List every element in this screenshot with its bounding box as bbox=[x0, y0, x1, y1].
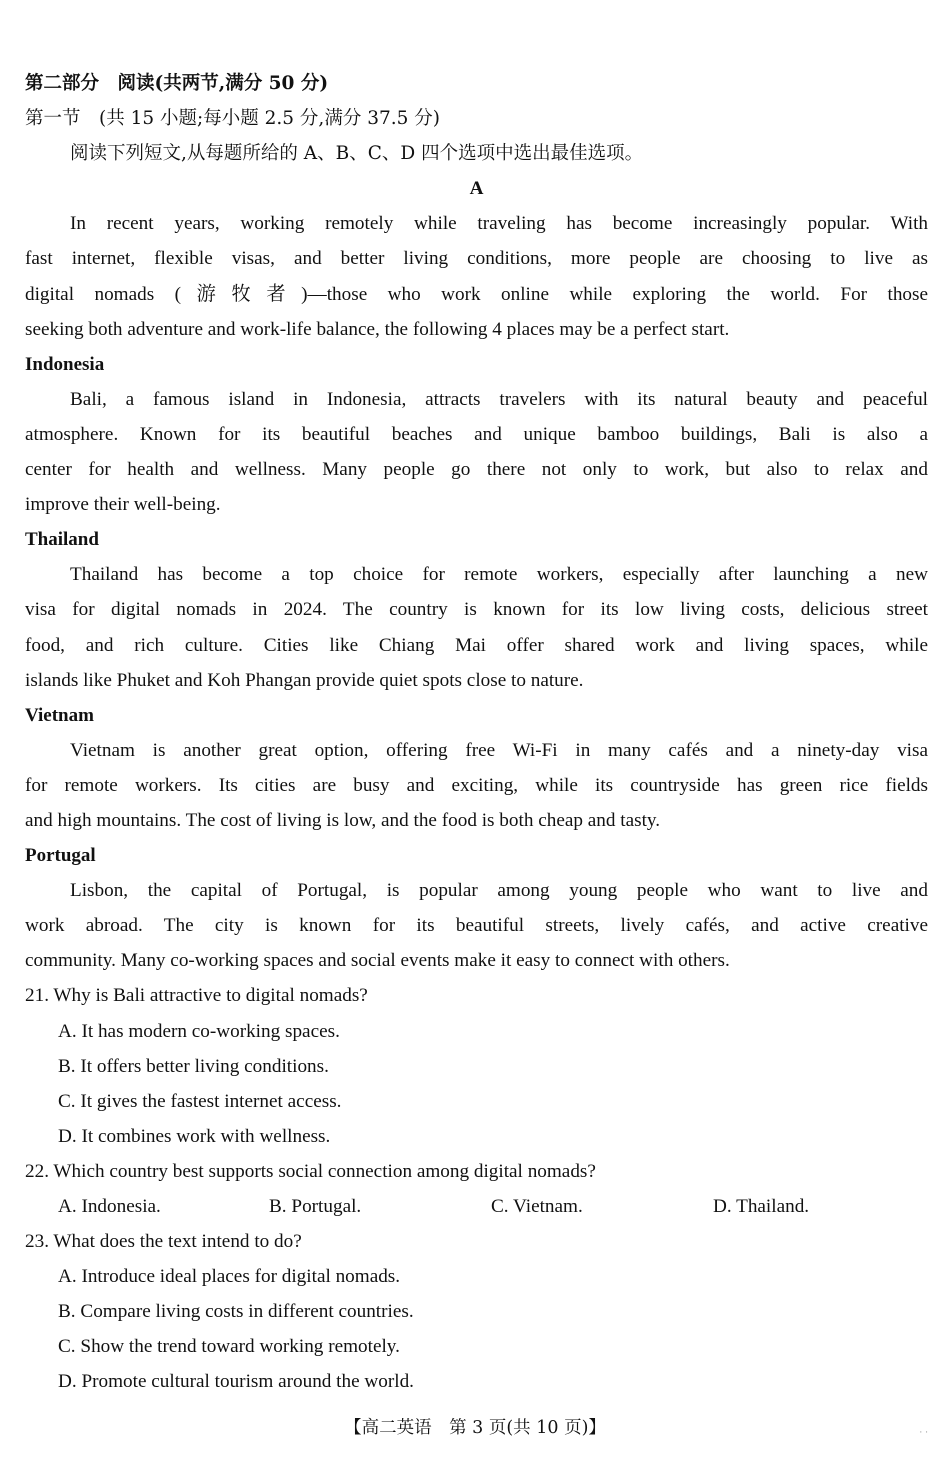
question-23 bbox=[25, 1224, 928, 1399]
option-c: C. It gives the fastest internet access. bbox=[58, 1090, 342, 1112]
paragraph-line: work abroad. The city is known for its beautiful streets, lively cafés, and active creative bbox=[25, 915, 928, 937]
intro-line: In recent years, working remotely while traveling has become increasingly popular. With bbox=[70, 213, 928, 235]
section-vietnam bbox=[25, 698, 928, 838]
option-c: C. Vietnam. bbox=[491, 1196, 583, 1217]
section-heading: 第一节 (共 15 小题;每小题 2.5 分,满分 37.5 分) bbox=[25, 108, 440, 130]
option-d: D. Thailand. bbox=[713, 1196, 810, 1217]
paragraph-line: visa for digital nomads in 2024. The country is known for its low living costs, delicious street bbox=[25, 599, 928, 621]
option-b: B. Compare living costs in different countries. bbox=[58, 1301, 414, 1323]
country-heading: Portugal bbox=[25, 845, 96, 867]
option-c: C. Show the trend toward working remotely. bbox=[58, 1336, 400, 1358]
paragraph-line: improve their well-being. bbox=[25, 494, 221, 516]
question-stem: 23. What does the text intend to do? bbox=[25, 1231, 302, 1253]
part-heading: 第二部分 阅读(共两节,满分 50 分) bbox=[25, 73, 329, 94]
section-portugal bbox=[25, 838, 928, 978]
paragraph-line: Lisbon, the capital of Portugal, is popular among young people who want to live and bbox=[70, 880, 928, 902]
exam-page bbox=[25, 66, 928, 1400]
paragraph-line: islands like Phuket and Koh Phangan provide quiet spots close to nature. bbox=[25, 669, 584, 691]
intro-paragraph bbox=[25, 206, 928, 346]
paragraph-line: center for health and wellness. Many people go there not only to work, but also to relax and bbox=[25, 459, 928, 481]
intro-line: seeking both adventure and work-life balance, the following 4 places may be a perfect start. bbox=[25, 318, 730, 340]
paragraph-line: and high mountains. The cost of living is low, and the food is both cheap and tasty. bbox=[25, 809, 661, 831]
paragraph-line: atmosphere. Known for its beautiful beaches and unique bamboo buildings, Bali is also a bbox=[25, 423, 928, 445]
question-22 bbox=[25, 1154, 928, 1224]
page-footer: 【高二英语 第 3 页(共 10 页)】 bbox=[344, 1418, 606, 1438]
country-heading: Thailand bbox=[25, 529, 99, 551]
passage-letter: A bbox=[469, 178, 484, 200]
paragraph-line: Bali, a famous island in Indonesia, attracts travelers with its natural beauty and peaceful bbox=[70, 388, 928, 410]
options-row bbox=[25, 1189, 928, 1224]
paragraph-line: for remote workers. Its cities are busy and exciting, while its countryside has green rice fields bbox=[25, 774, 928, 796]
instruction: 阅读下列短文,从每题所给的 A、B、C、D 四个选项中选出最佳选项。 bbox=[70, 143, 644, 165]
paragraph-line: Thailand has become a top choice for remote workers, especially after launching a new bbox=[70, 564, 928, 586]
intro-line: fast internet, flexible visas, and better living conditions, more people are choosing to live as bbox=[25, 248, 928, 270]
option-d: D. Promote cultural tourism around the world. bbox=[58, 1371, 414, 1393]
option-b: B. It offers better living conditions. bbox=[58, 1055, 329, 1077]
option-a: A. It has modern co-working spaces. bbox=[58, 1020, 340, 1042]
country-heading: Vietnam bbox=[25, 704, 94, 726]
option-d: D. It combines work with wellness. bbox=[58, 1125, 331, 1147]
option-a: A. Indonesia. bbox=[58, 1196, 161, 1217]
section-thailand bbox=[25, 522, 928, 697]
option-b: B. Portugal. bbox=[269, 1196, 362, 1217]
section-indonesia bbox=[25, 347, 928, 522]
intro-line: digital nomads (游牧者)—those who work online while exploring the world. For those bbox=[25, 283, 928, 305]
question-stem: 21. Why is Bali attractive to digital nomads? bbox=[25, 985, 368, 1007]
paragraph-line: community. Many co-working spaces and social events make it easy to connect with others. bbox=[25, 950, 730, 972]
question-21 bbox=[25, 978, 928, 1153]
country-heading: Indonesia bbox=[25, 353, 105, 375]
paragraph-line: food, and rich culture. Cities like Chiang Mai offer shared work and living spaces, while bbox=[25, 634, 928, 656]
question-stem: 22. Which country best supports social connection among digital nomads? bbox=[25, 1160, 596, 1182]
paragraph-line: Vietnam is another great option, offering free Wi-Fi in many cafés and a ninety-day visa bbox=[70, 739, 928, 761]
option-a: A. Introduce ideal places for digital nomads. bbox=[58, 1266, 401, 1288]
corner-mark-icon: · · bbox=[919, 1428, 928, 1438]
